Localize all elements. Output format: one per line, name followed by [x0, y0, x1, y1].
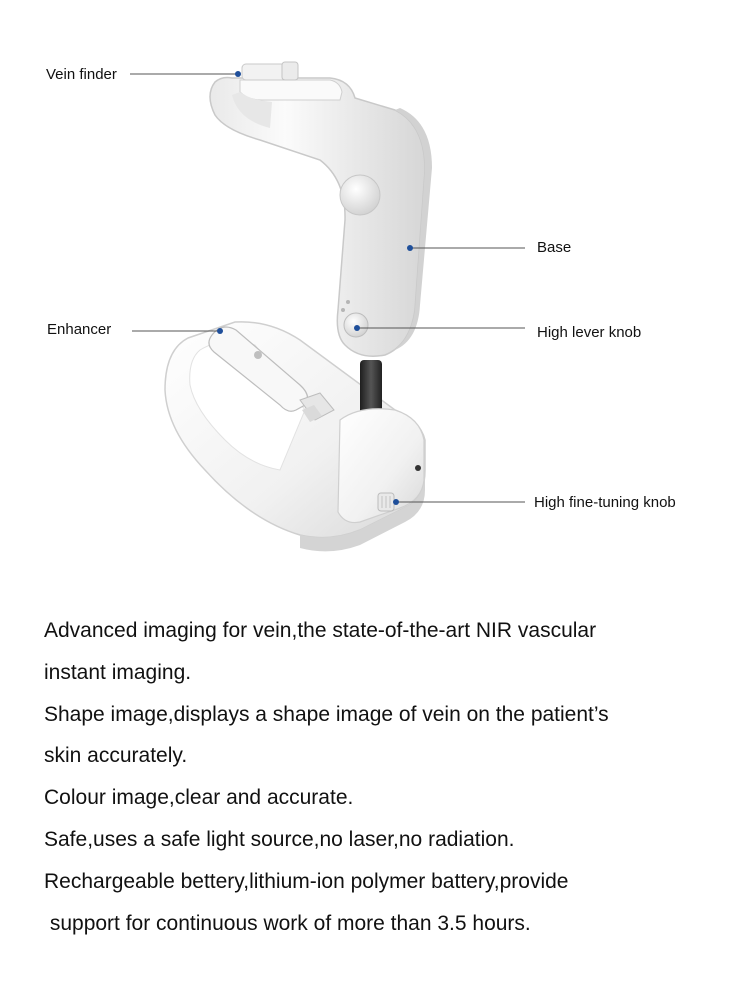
leader-dot — [407, 245, 413, 251]
label-vein-finder: Vein finder — [46, 66, 117, 83]
description-line: Colour image,clear and accurate. — [44, 786, 354, 810]
label-high-fine-tuning-knob: High fine-tuning knob — [534, 494, 676, 511]
feature-description — [44, 610, 724, 944]
description-line: skin accurately. — [44, 744, 188, 768]
port-icon — [415, 465, 421, 471]
description-line: Rechargeable bettery,lithium-ion polymer battery,provide — [44, 869, 569, 893]
description-line: Advanced imaging for vein,the state-of-the-art NIR vascular — [44, 619, 597, 642]
description-line: support for continuous work of more than 3.5 hours. — [44, 911, 531, 935]
leader-dot — [235, 71, 241, 77]
leader-dot — [354, 325, 360, 331]
leader-dot — [393, 499, 399, 505]
callout-vein-finder — [46, 66, 241, 83]
label-enhancer: Enhancer — [47, 321, 112, 338]
device-illustration — [165, 62, 432, 551]
fine-tuning-knob — [378, 493, 394, 511]
label-high-lever-knob: High lever knob — [537, 324, 642, 341]
device-arm — [210, 62, 432, 356]
leader-dot — [217, 328, 223, 334]
description-line: Safe,uses a safe light source,no laser,no radiation. — [44, 827, 515, 851]
description-line: Shape image,displays a shape image of vein on the patient’s — [44, 702, 609, 726]
description-line: instant imaging. — [44, 660, 192, 684]
label-base: Base — [537, 239, 572, 256]
callout-high-fine-tuning-knob — [393, 494, 676, 511]
callout-base — [407, 239, 571, 256]
